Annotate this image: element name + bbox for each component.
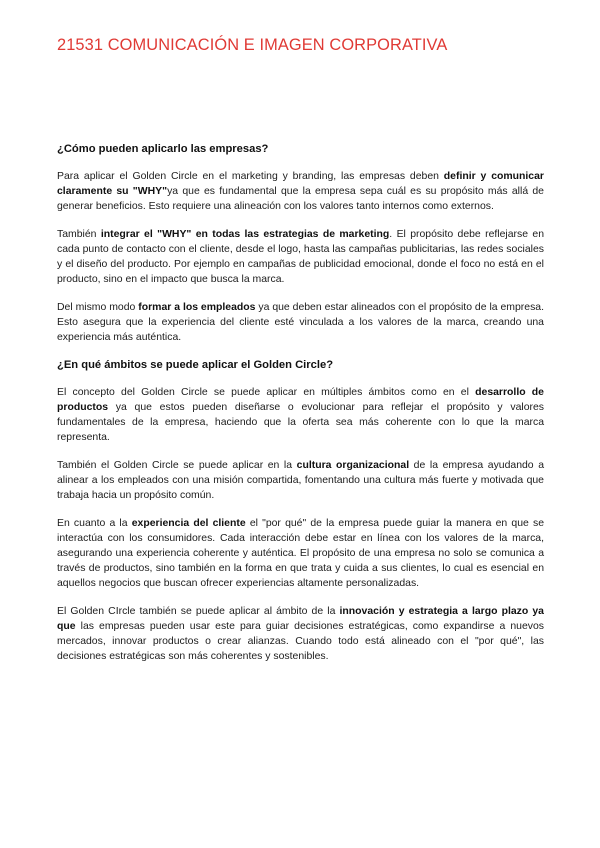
paragraph-emphasis: definir y comunicar claramente su "WHY" [57, 171, 544, 197]
paragraph-define-why [57, 169, 544, 214]
section-heading-application-areas: ¿En qué ámbitos se puede aplicar el Golden Circle? [57, 359, 334, 371]
paragraph-text: El concepto del Golden Circle se puede aplicar en múltiples ámbitos como en el [57, 387, 476, 398]
paragraph-text: También el Golden Circle se puede aplicar en la [57, 460, 297, 471]
paragraph-emphasis: desarrollo de productos [57, 387, 544, 413]
paragraph-organizational-culture [57, 458, 544, 503]
paragraph-innovation-strategy [57, 604, 544, 664]
course-title: 21531 COMUNICACIÓN E IMAGEN CORPORATIVA [57, 36, 448, 54]
paragraph-text: las empresas pueden usar este para guiar decisiones estratégicas, como expandirse a nuevos mercados, innovar productos o crear alianzas. Cuando todo está alineado con el "por qué", las decisiones estratégicas son más coherentes y sostenibles. [57, 621, 544, 662]
paragraph-emphasis: integrar el "WHY" en todas las estrategias de marketing [100, 229, 390, 240]
paragraph-train-employees [57, 300, 544, 345]
paragraph-emphasis: innovación y estrategia a largo plazo ya que [57, 606, 544, 632]
paragraph-text: Para aplicar el Golden Circle en el marketing y branding, las empresas deben [57, 171, 444, 182]
paragraph-emphasis: formar a los empleados [138, 302, 256, 313]
paragraph-text: de la empresa ayudando a alinear a los empleados con una misión compartida, fomentando una cultura más fuerte y motivada que trabaja hacia un propósito común. [57, 460, 544, 501]
paragraph-text: . El propósito debe reflejarse en cada punto de contacto con el cliente, desde el logo, hasta las campañas publicitarias, las redes sociales y el diseño del producto. Por ejemplo en campañas de publicidad emocional, donde el foco no está en el producto, sino en el impacto que busca la marca. [57, 229, 545, 285]
paragraph-text: el "por qué" de la empresa puede guiar la manera en que se interactúa con los consumidores. Cada interacción debe estar en línea con los valores de la marca, asegurando una experiencia coherente y auténtica. El propósito de una empresa no solo se comunica a través de productos, sino también en la forma en que trata y cuida a sus clientes, lo cual es esencial en aquellos negocios que buscan ofrecer experiencias altamente personalizadas. [57, 518, 545, 589]
paragraph-text: En cuanto a la [57, 518, 132, 529]
paragraph-customer-experience [57, 516, 544, 591]
paragraph-emphasis: cultura organizacional [296, 460, 410, 471]
paragraph-product-development [57, 385, 544, 445]
paragraph-text: ya que estos pueden diseñarse o evolucionar para reflejar el propósito y valores fundamentales de la empresa, haciendo que la oferta sea más coherente con lo que la marca representa. [57, 402, 544, 443]
paragraph-text: También [57, 229, 101, 240]
paragraph-text: El Golden CIrcle también se puede aplicar al ámbito de la [57, 606, 340, 617]
paragraph-text: ya que es fundamental que la empresa sepa cuál es su propósito más allá de generar beneficios. Esto requiere una alineación con los valores tanto internos como externos. [57, 186, 544, 212]
paragraph-integrate-why [57, 227, 544, 287]
paragraph-text: Del mismo modo [57, 302, 139, 313]
document-body [57, 142, 544, 677]
paragraph-emphasis: experiencia del cliente [131, 518, 246, 529]
paragraph-text: ya que deben estar alineados con el propósito de la empresa. Esto asegura que la experiencia del cliente esté vinculada a los valores de la marca, creando una experiencia más auténtica. [57, 302, 544, 343]
section-heading-how-to-apply: ¿Cómo pueden aplicarlo las empresas? [57, 143, 269, 155]
